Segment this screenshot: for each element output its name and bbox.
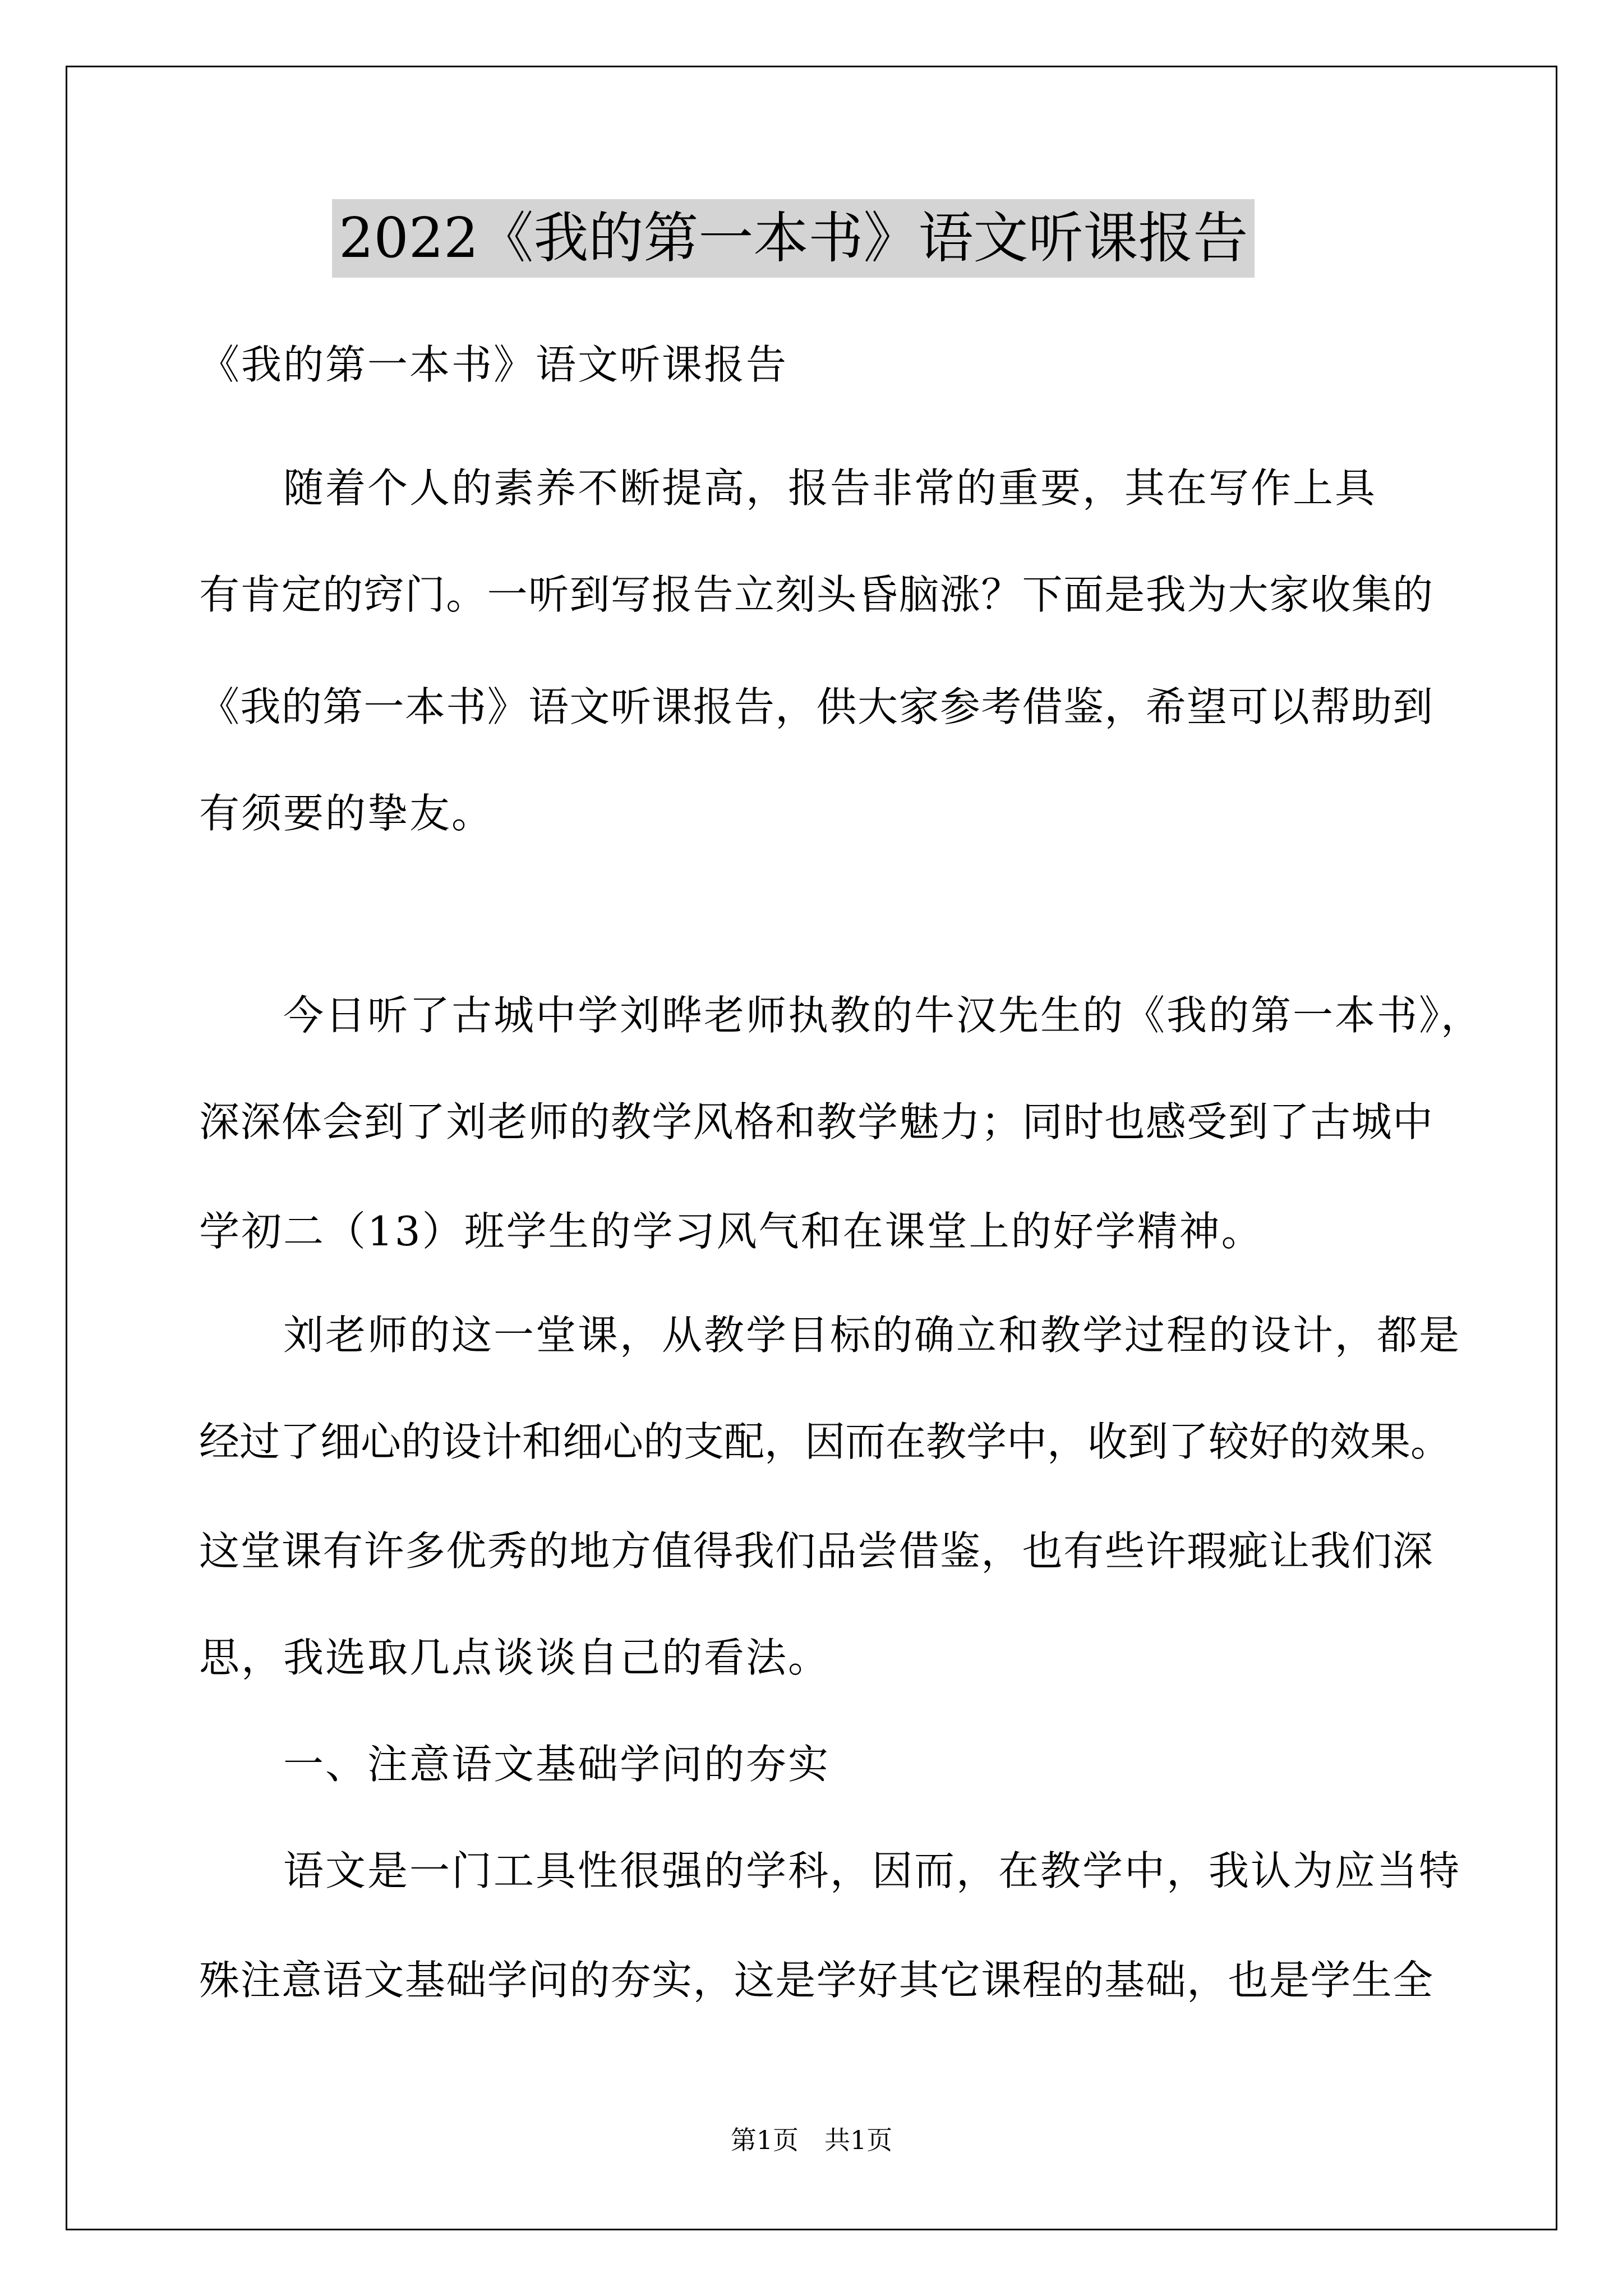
paragraph-line: 随着个人的素养不断提高，报告非常的重要，其在写作上具 [199, 464, 1377, 512]
paragraph-line: 有须要的挚友。 [199, 790, 494, 837]
page-footer: 第1页 共1页 [730, 2125, 893, 2155]
paragraph-line: 今日听了古城中学刘晔老师执教的牛汉先生的《我的第一本书》， [199, 992, 1483, 1039]
paragraph-line: 刘老师的这一堂课，从教学目标的确立和教学过程的设计，都是 [199, 1312, 1461, 1359]
paragraph-line: 这堂课有许多优秀的地方值得我们品尝借鉴，也有些许瑕疵让我们深 [199, 1527, 1433, 1575]
paragraph-line: 学初二（13）班学生的学习风气和在课堂上的好学精神。 [199, 1208, 1264, 1255]
paragraph-line: 《我的第一本书》语文听课报告，供大家参考借鉴，希望可以帮助到 [199, 683, 1433, 730]
subtitle-line: 《我的第一本书》语文听课报告 [199, 341, 789, 388]
paragraph-line: 有肯定的窍门。一听到写报告立刻头昏脑涨？下面是我为大家收集的 [199, 571, 1433, 618]
paragraph-line: 思，我选取几点谈谈自己的看法。 [199, 1634, 831, 1681]
paragraph-line: 经过了细心的设计和细心的支配，因而在教学中，收到了较好的效果。 [199, 1418, 1451, 1465]
paragraph-line: 殊注意语文基础学问的夯实，这是学好其它课程的基础，也是学生全 [199, 1957, 1433, 2004]
paragraph-line: 语文是一门工具性很强的学科，因而，在教学中，我认为应当特 [199, 1847, 1461, 1894]
document-title: 2022《我的第一本书》语文听课报告 [332, 199, 1255, 278]
paragraph-line: 深深体会到了刘老师的教学风格和教学魅力；同时也感受到了古城中 [199, 1098, 1433, 1145]
section-heading: 一、注意语文基础学问的夯实 [199, 1741, 831, 1788]
